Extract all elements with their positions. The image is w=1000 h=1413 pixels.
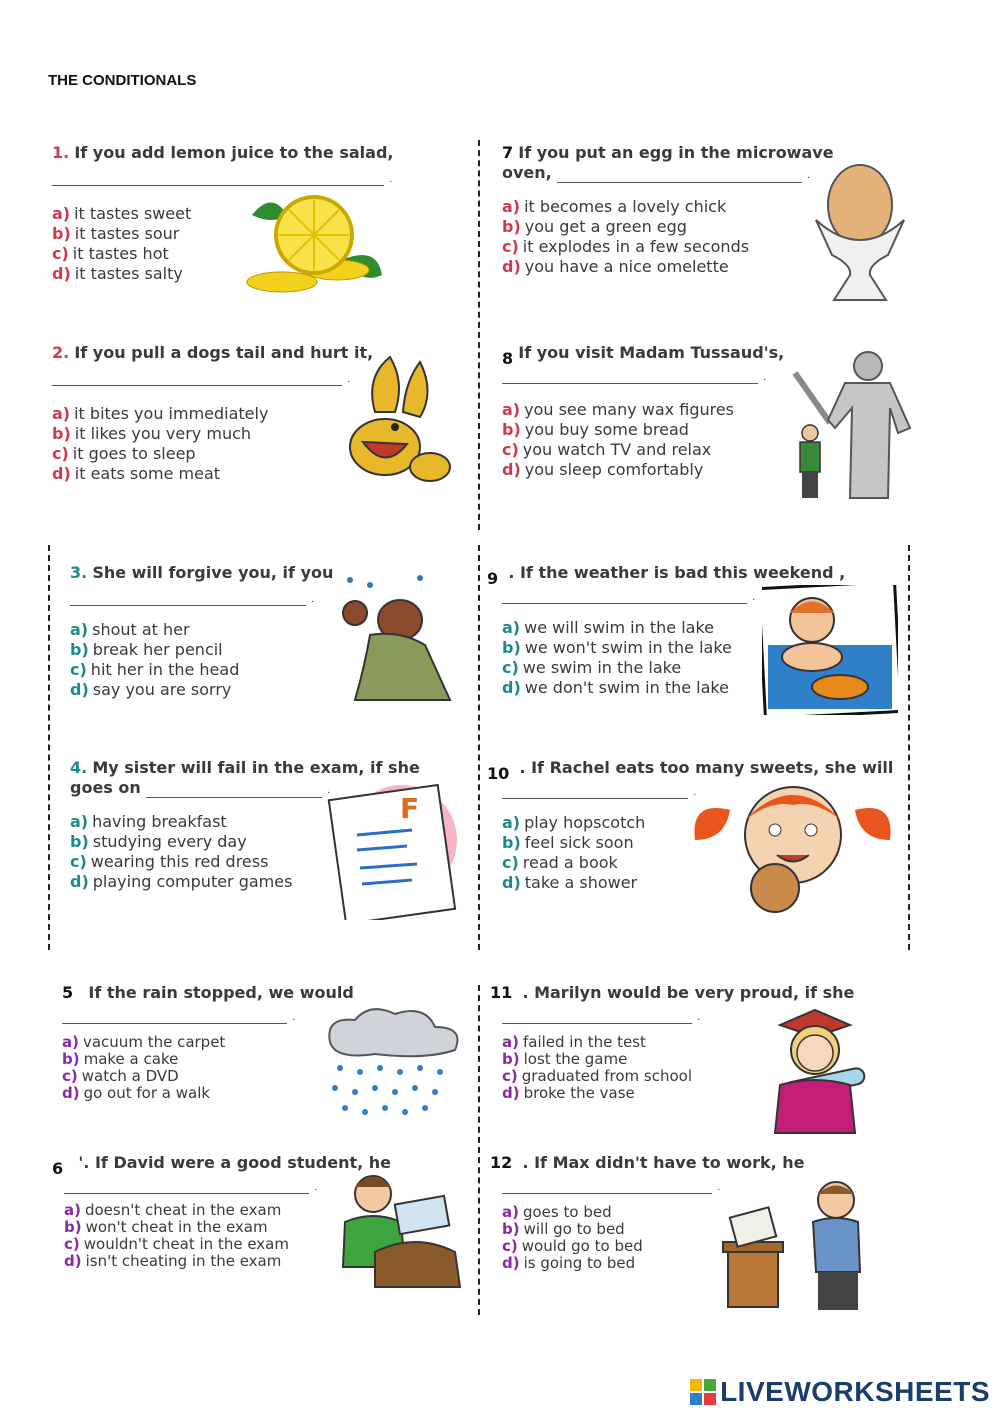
option-d[interactable]: d) broke the vase <box>502 1084 635 1102</box>
question-text: . If the weather is bad this weekend , <box>508 563 846 582</box>
question-text: . If Rachel eats too many sweets, she will <box>519 758 894 777</box>
question-text: If you pull a dogs tail and hurt it, <box>74 343 374 362</box>
question-6: 6 '. If David were a good student, he . a) doesn't cheat in the exam b) won't cheat in the exam c) wouldn't cheat in the exam d) isn't cheating in the exam <box>52 1153 472 1270</box>
answer-blank[interactable] <box>502 1009 692 1024</box>
option-c[interactable]: c) you watch TV and relax <box>502 440 712 459</box>
option-a[interactable]: a) it tastes sweet <box>52 204 192 223</box>
egg-cup-illustration <box>808 160 908 305</box>
question-number: 9 <box>487 569 499 588</box>
option-d[interactable]: d) take a shower <box>502 873 638 892</box>
option-c[interactable]: c) read a book <box>502 853 618 872</box>
option-c[interactable]: c) we swim in the lake <box>502 658 682 677</box>
option-d[interactable]: d) say you are sorry <box>70 680 232 699</box>
question-text: '. If David were a good student, he <box>78 1153 392 1172</box>
option-a[interactable]: a) you see many wax figures <box>502 400 735 419</box>
option-a[interactable]: a) it becomes a lovely chick <box>502 197 727 216</box>
option-b[interactable]: b) won't cheat in the exam <box>64 1218 268 1236</box>
question-4: 4. My sister will fail in the exam, if she goes on . a) having breakfast b) studying every day c) wearing this red dress d) playing computer games <box>70 758 430 892</box>
question-number: 3. <box>70 563 88 582</box>
column-divider <box>48 545 50 950</box>
option-d[interactable]: d) isn't cheating in the exam <box>64 1252 282 1270</box>
failed-test-illustration <box>322 780 462 920</box>
question-number: 1. <box>52 143 70 162</box>
answer-blank[interactable] <box>64 1179 309 1194</box>
logo-text: LIVEWORKSHEETS <box>720 1376 990 1407</box>
option-c[interactable]: c) wouldn't cheat in the exam <box>64 1235 289 1253</box>
option-c[interactable]: c) it goes to sleep <box>52 444 196 463</box>
question-7: 7 If you put an egg in the microwave oven, . a) it becomes a lovely chick b) you get a green egg c) it explodes in a few seconds d) you have a nice omelette <box>502 143 882 277</box>
question-number: 10 <box>487 764 510 783</box>
option-a[interactable]: a) shout at her <box>70 620 190 639</box>
question-text: If the rain stopped, we would <box>88 983 354 1002</box>
option-c[interactable]: c) watch a DVD <box>62 1067 179 1085</box>
question-9: 9 . If the weather is bad this weekend , . a) we will swim in the lake b) we won't swim in the lake c) we swim in the lake d) we don't swim in the lake <box>487 563 887 698</box>
option-b[interactable]: b) make a cake <box>62 1050 179 1068</box>
column-divider <box>478 140 480 530</box>
option-d[interactable]: d) you have a nice omelette <box>502 257 729 276</box>
question-text: My sister will fail in the exam, if she <box>92 758 420 777</box>
option-a[interactable]: a) failed in the test <box>502 1033 646 1051</box>
option-b[interactable]: b) it tastes sour <box>52 224 180 243</box>
question-8: 8 If you visit Madam Tussaud's, . a) you see many wax figures b) you buy some bread c) you watch TV and relax d) you sleep comfortably <box>502 343 882 480</box>
question-number: 11 <box>490 983 513 1002</box>
answer-blank[interactable] <box>557 168 802 183</box>
option-d[interactable]: d) you sleep comfortably <box>502 460 704 479</box>
answer-blank[interactable] <box>502 784 688 799</box>
option-b[interactable]: b) we won't swim in the lake <box>502 638 732 657</box>
question-text-continued: goes on <box>70 778 141 797</box>
question-text: . If Max didn't have to work, he <box>522 1153 805 1172</box>
option-a[interactable]: a) play hopscotch <box>502 813 646 832</box>
option-c[interactable]: c) it tastes hot <box>52 244 169 263</box>
question-number: 12 <box>490 1153 513 1172</box>
question-text: She will forgive you, if you <box>92 563 334 582</box>
question-1: 1. If you add lemon juice to the salad, . a) it tastes sweet b) it tastes sour c) it tastes hot d) it tastes salty <box>52 143 452 284</box>
question-2: 2. If you pull a dogs tail and hurt it, . a) it bites you immediately b) it likes you very much c) it goes to sleep d) it eats some meat <box>52 343 452 484</box>
option-d[interactable]: d) playing computer games <box>70 872 293 891</box>
question-number: 6 <box>52 1159 64 1178</box>
answer-blank[interactable] <box>502 1179 712 1194</box>
question-5: 5 If the rain stopped, we would . a) vacuum the carpet b) make a cake c) watch a DVD d) go out for a walk <box>62 983 462 1102</box>
option-d[interactable]: d) it eats some meat <box>52 464 221 483</box>
wax-figure-illustration <box>790 348 915 503</box>
answer-blank[interactable] <box>502 369 758 384</box>
option-c[interactable]: c) wearing this red dress <box>70 852 269 871</box>
option-b[interactable]: b) will go to bed <box>502 1220 625 1238</box>
option-d[interactable]: d) we don't swim in the lake <box>502 678 729 697</box>
liveworksheets-logo <box>690 1376 990 1408</box>
page-title: THE CONDITIONALS <box>48 72 197 89</box>
logo-icon <box>690 1379 716 1405</box>
option-b[interactable]: b) studying every day <box>70 832 247 851</box>
option-a[interactable]: a) doesn't cheat in the exam <box>64 1201 282 1219</box>
answer-blank[interactable] <box>52 371 342 386</box>
question-11: 11 . Marilyn would be very proud, if she . a) failed in the test b) lost the game c) graduated from school d) broke the vase <box>490 983 890 1102</box>
angry-dog-illustration <box>335 352 457 497</box>
student-cheating-illustration <box>335 1172 465 1290</box>
question-12: 12 . If Max didn't have to work, he . a) goes to bed b) will go to bed c) would go to bed d) is going to bed <box>490 1153 890 1272</box>
answer-blank[interactable] <box>52 171 384 186</box>
swimming-boy-illustration <box>762 585 898 715</box>
column-divider <box>478 545 480 950</box>
question-text-continued: oven, <box>502 163 552 182</box>
question-number: 4. <box>70 758 88 777</box>
rain-cloud-illustration <box>315 1002 470 1124</box>
option-c[interactable]: c) hit her in the head <box>70 660 240 679</box>
option-a[interactable]: a) we will swim in the lake <box>502 618 714 637</box>
option-d[interactable]: d) go out for a walk <box>62 1084 211 1102</box>
option-b[interactable]: b) feel sick soon <box>502 833 634 852</box>
tired-man-illustration <box>718 1172 873 1312</box>
option-a[interactable]: a) having breakfast <box>70 812 227 831</box>
option-b[interactable]: b) you get a green egg <box>502 217 687 236</box>
question-number: 2. <box>52 343 70 362</box>
question-10: 10 . If Rachel eats too many sweets, she will . a) play hopscotch b) feel sick soon c) read a book d) take a shower <box>487 758 897 893</box>
option-c[interactable]: c) it explodes in a few seconds <box>502 237 750 256</box>
answer-blank[interactable] <box>146 783 322 798</box>
column-divider <box>908 545 910 950</box>
option-b[interactable]: b) lost the game <box>502 1050 628 1068</box>
question-3: 3. She will forgive you, if you . a) shout at her b) break her pencil c) hit her in the head d) say you are sorry <box>70 563 470 700</box>
graduate-girl-illustration <box>760 1005 870 1135</box>
lemon-illustration <box>242 190 387 300</box>
answer-blank[interactable] <box>70 591 306 606</box>
option-b[interactable]: b) you buy some bread <box>502 420 689 439</box>
option-a[interactable]: a) it bites you immediately <box>52 404 269 423</box>
question-number: 8 <box>502 349 514 368</box>
option-c[interactable]: c) graduated from school <box>502 1067 693 1085</box>
question-text: If you put an egg in the microwave <box>518 143 834 162</box>
question-number: 5 <box>62 983 74 1002</box>
option-a[interactable]: a) goes to bed <box>502 1203 612 1221</box>
option-a[interactable]: a) vacuum the carpet <box>62 1033 226 1051</box>
kneeling-man-illustration <box>325 575 460 710</box>
option-d[interactable]: d) it tastes salty <box>52 264 183 283</box>
answer-blank[interactable] <box>502 589 747 604</box>
question-text: If you visit Madam Tussaud's, <box>518 343 785 362</box>
question-text: If you add lemon juice to the salad, <box>74 143 394 162</box>
question-number: 7 <box>502 143 514 162</box>
option-d[interactable]: d) is going to bed <box>502 1254 636 1272</box>
option-c[interactable]: c) would go to bed <box>502 1237 643 1255</box>
svg-text:F: F <box>400 792 420 825</box>
option-b[interactable]: b) break her pencil <box>70 640 223 659</box>
question-text: . Marilyn would be very proud, if she <box>522 983 855 1002</box>
girl-eating-cookie-illustration <box>685 780 900 915</box>
column-divider <box>478 985 480 1315</box>
option-b[interactable]: b) it likes you very much <box>52 424 252 443</box>
answer-blank[interactable] <box>62 1009 287 1024</box>
